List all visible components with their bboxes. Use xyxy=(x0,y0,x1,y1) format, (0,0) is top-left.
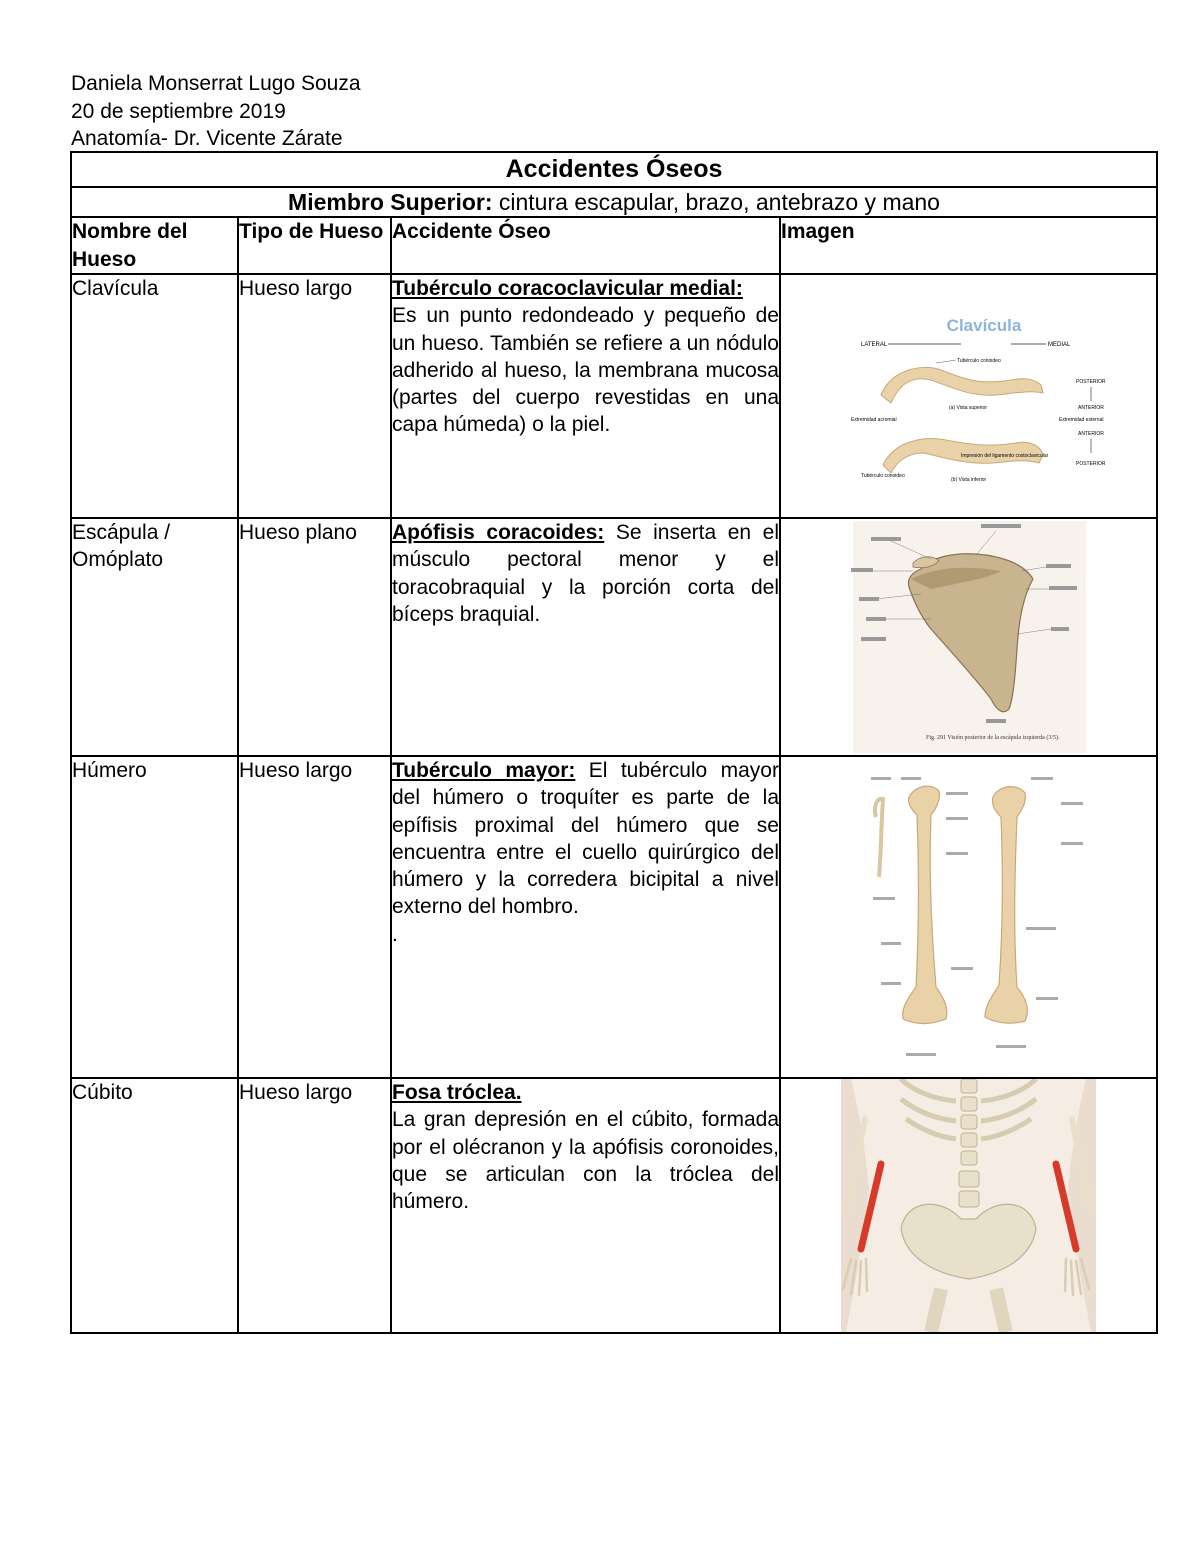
accident-description: El tubérculo mayor del húmero o troquíter es parte de la epífisis proximal del húmero que se encuentra entre el cuello quirúrgico del húmero y la corredera bicipital a nivel externo del hombro. xyxy=(392,759,779,919)
accident-description: Se inserta en el músculo pectoral menor y el toracobraquial y la porción corta del bíceps braquial. xyxy=(392,521,779,626)
humerus-anterior xyxy=(903,786,947,1023)
bone-accident xyxy=(391,274,780,518)
image-label: (a) Vista superior xyxy=(949,405,987,411)
bone-accident xyxy=(391,756,780,1078)
bone-name: Escápula / Omóplato xyxy=(71,518,238,756)
image-label: POSTERIOR xyxy=(1076,379,1106,385)
author-name: Daniela Monserrat Lugo Souza xyxy=(71,72,361,95)
arm-thumbnail xyxy=(875,799,883,877)
image-label: ANTERIOR xyxy=(1078,431,1104,437)
table-row xyxy=(71,1078,1157,1333)
scapula-caption: Fig. 291 Visión posterior de la escápula izquierda (3/5). xyxy=(926,735,1060,741)
humerus-posterior xyxy=(985,787,1027,1023)
clavicle-illustration xyxy=(781,275,1156,517)
image-label: Impresión del ligamento costoclavicular xyxy=(961,453,1049,459)
image-label: LATERAL xyxy=(861,342,888,348)
accident-title: Tubérculo mayor: xyxy=(392,759,576,782)
subtitle-rest: cintura escapular, brazo, antebrazo y mano xyxy=(492,189,940,215)
bone-type: Hueso largo xyxy=(238,274,391,518)
table-row xyxy=(71,756,1157,1078)
bone-features-table xyxy=(70,151,1158,1334)
humerus-illustration xyxy=(781,757,1156,1077)
bone-name: Húmero xyxy=(71,756,238,1078)
subtitle-bold: Miembro Superior: xyxy=(288,189,493,215)
skeleton-ulna-highlight-illustration xyxy=(781,1079,1156,1332)
image-label: POSTERIOR xyxy=(1076,461,1106,467)
bone-name: Cúbito xyxy=(71,1078,238,1333)
image-label: Extremidad acromial xyxy=(851,417,897,423)
scapula-illustration xyxy=(781,519,1156,755)
table-row xyxy=(71,518,1157,756)
bone-accident xyxy=(391,518,780,756)
image-label: MEDIAL xyxy=(1048,342,1071,348)
clavicle-image-title: Clavícula xyxy=(946,316,1022,335)
accident-description: La gran depresión en el cúbito, formada por el olécranon y la apófisis coronoides, que se articulan con la tróclea del húmero. xyxy=(392,1108,779,1214)
image-label: ANTERIOR xyxy=(1078,405,1104,411)
bone-image-cell xyxy=(780,274,1157,518)
clavicle-superior-view xyxy=(881,367,1043,403)
course-name: Anatomía- Dr. Vicente Zárate xyxy=(71,127,343,150)
document-header xyxy=(71,70,361,153)
accident-description: Es un punto redondeado y pequeño de un hueso. También se refiere a un nódulo adherido al hueso, la membrana mucosa (partes del cuerpo revestidas en una capa húmeda) o la piel. xyxy=(392,304,779,437)
document-date: 20 de septiembre 2019 xyxy=(71,99,286,123)
table-title: Accidentes Óseos xyxy=(71,152,1157,187)
bone-name: Clavícula xyxy=(71,274,238,518)
bone-image-cell xyxy=(780,1078,1157,1333)
column-header: Accidente Óseo xyxy=(391,217,780,274)
table-row xyxy=(71,274,1157,518)
bone-type: Hueso plano xyxy=(238,518,391,756)
bone-image-cell xyxy=(780,518,1157,756)
image-label: (b) Vista inferior xyxy=(951,477,987,483)
accident-text xyxy=(392,757,779,921)
accident-title: Fosa tróclea. xyxy=(392,1081,522,1104)
accident-title: Apófisis coracoides: xyxy=(392,521,605,544)
image-label: Tubérculo conoideo xyxy=(957,358,1001,364)
accident-extra: . xyxy=(392,922,398,946)
column-header: Tipo de Hueso xyxy=(238,217,391,274)
bone-type: Hueso largo xyxy=(238,756,391,1078)
bone-image-cell xyxy=(780,756,1157,1078)
table-subtitle xyxy=(71,187,1157,217)
image-label: Tubérculo conoideo xyxy=(861,473,905,479)
column-header: Nombre del Hueso xyxy=(71,217,238,274)
column-header-row xyxy=(71,217,1157,274)
bone-accident xyxy=(391,1078,780,1333)
bone-type: Hueso largo xyxy=(238,1078,391,1333)
image-label: Extremidad esternal xyxy=(1059,417,1104,423)
column-header: Imagen xyxy=(780,217,1157,274)
accident-title: Tubérculo coracoclavicular medial: xyxy=(392,277,743,300)
